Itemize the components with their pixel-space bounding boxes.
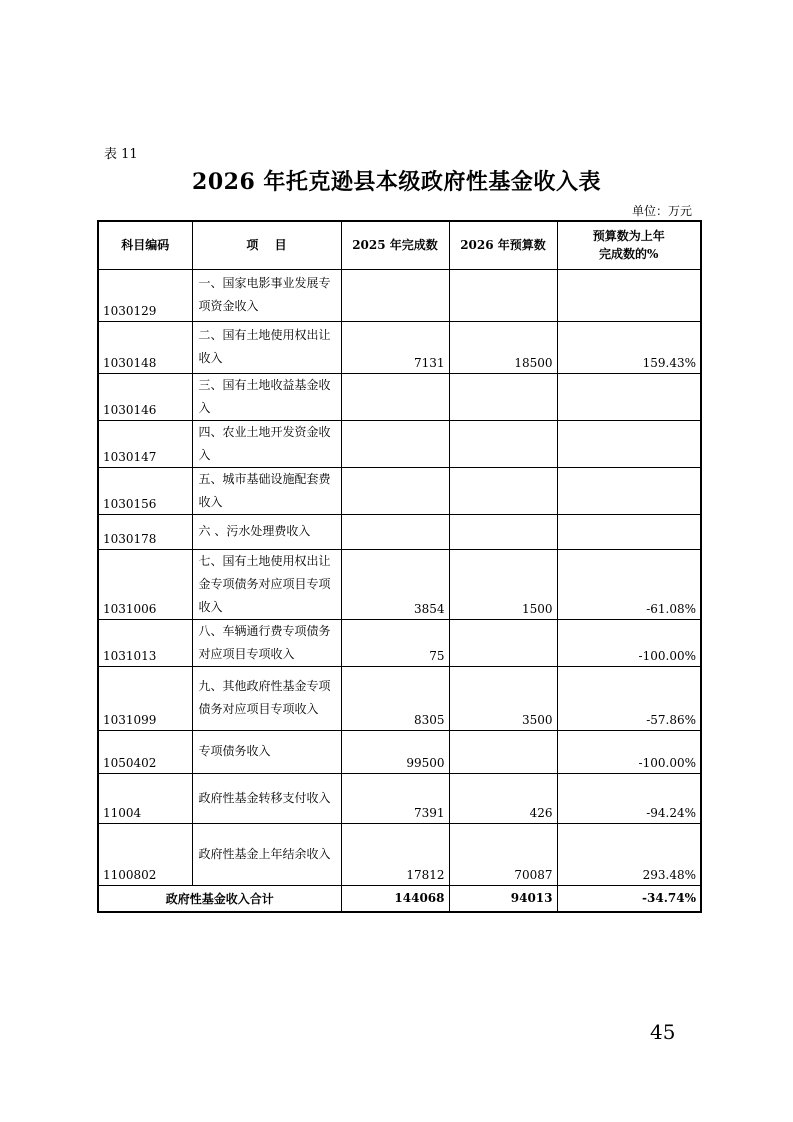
row-done-2025	[341, 467, 449, 514]
row-done-2025	[341, 269, 449, 321]
row-code: 1031006	[98, 549, 192, 619]
row-budget-2026	[449, 269, 557, 321]
row-done-2025: 8305	[341, 666, 449, 730]
row-percent	[557, 269, 701, 321]
row-budget-2026	[449, 373, 557, 420]
row-item-name: 八、车辆通行费专项债务对应项目专项收入	[192, 619, 341, 666]
row-done-2025: 3854	[341, 549, 449, 619]
row-item-name: 二、国有土地使用权出让收入	[192, 321, 341, 373]
table-row	[98, 514, 701, 549]
row-done-2025: 99500	[341, 730, 449, 773]
table-number-label: 表 11	[104, 147, 138, 162]
header-row	[98, 221, 701, 269]
row-budget-2026: 1500	[449, 549, 557, 619]
table-row	[98, 321, 701, 373]
page-number: 45	[650, 1020, 676, 1044]
row-code: 1030148	[98, 321, 192, 373]
row-code: 1030146	[98, 373, 192, 420]
row-percent: -57.86%	[557, 666, 701, 730]
row-done-2025: 7391	[341, 773, 449, 823]
table-row	[98, 666, 701, 730]
row-code: 1031099	[98, 666, 192, 730]
row-done-2025	[341, 514, 449, 549]
row-budget-2026	[449, 730, 557, 773]
row-item-name: 七、国有土地使用权出让金专项债务对应项目专项收入	[192, 549, 341, 619]
table-row	[98, 619, 701, 666]
table-row	[98, 823, 701, 885]
total-label: 政府性基金收入合计	[98, 885, 341, 912]
total-percent: -34.74%	[557, 885, 701, 912]
table-row	[98, 269, 701, 321]
row-done-2025	[341, 373, 449, 420]
row-budget-2026	[449, 619, 557, 666]
total-row	[98, 885, 701, 912]
row-code: 1050402	[98, 730, 192, 773]
row-budget-2026	[449, 420, 557, 467]
total-budget-2026: 94013	[449, 885, 557, 912]
row-budget-2026: 70087	[449, 823, 557, 885]
row-code: 1030147	[98, 420, 192, 467]
row-done-2025: 17812	[341, 823, 449, 885]
header-item: 项 目	[192, 221, 341, 269]
row-code: 11004	[98, 773, 192, 823]
row-item-name: 一、国家电影事业发展专项资金收入	[192, 269, 341, 321]
row-item-name: 六 、污水处理费收入	[192, 514, 341, 549]
row-item-name: 四、农业土地开发资金收入	[192, 420, 341, 467]
row-percent: -94.24%	[557, 773, 701, 823]
header-done-2025: 2025 年完成数	[341, 221, 449, 269]
row-budget-2026	[449, 514, 557, 549]
row-budget-2026: 426	[449, 773, 557, 823]
row-budget-2026	[449, 467, 557, 514]
header-budget-2026: 2026 年预算数	[449, 221, 557, 269]
row-percent: -100.00%	[557, 730, 701, 773]
fund-revenue-table	[97, 220, 702, 913]
row-percent	[557, 514, 701, 549]
unit-label: 单位：万元	[631, 204, 692, 218]
row-item-name: 五、城市基础设施配套费收入	[192, 467, 341, 514]
row-done-2025: 7131	[341, 321, 449, 373]
page-title: 2026 年托克逊县本级政府性基金收入表	[192, 169, 601, 195]
row-percent	[557, 420, 701, 467]
row-code: 1100802	[98, 823, 192, 885]
table-row	[98, 373, 701, 420]
row-budget-2026: 3500	[449, 666, 557, 730]
row-item-name: 九、其他政府性基金专项债务对应项目专项收入	[192, 666, 341, 730]
row-percent	[557, 373, 701, 420]
row-percent: -61.08%	[557, 549, 701, 619]
row-done-2025	[341, 420, 449, 467]
row-item-name: 政府性基金上年结余收入	[192, 823, 341, 885]
row-item-name: 三、国有土地收益基金收入	[192, 373, 341, 420]
total-done-2025: 144068	[341, 885, 449, 912]
header-code: 科目编码	[98, 221, 192, 269]
header-percent-line2: 完成数的%	[599, 247, 659, 262]
table-row	[98, 467, 701, 514]
row-percent	[557, 467, 701, 514]
row-done-2025: 75	[341, 619, 449, 666]
row-item-name: 专项债务收入	[192, 730, 341, 773]
row-code: 1030178	[98, 514, 192, 549]
row-code: 1030156	[98, 467, 192, 514]
table-row	[98, 773, 701, 823]
row-percent: 159.43%	[557, 321, 701, 373]
row-percent: 293.48%	[557, 823, 701, 885]
table-row	[98, 420, 701, 467]
header-percent-line1: 预算数为上年	[592, 229, 665, 244]
row-code: 1030129	[98, 269, 192, 321]
row-item-name: 政府性基金转移支付收入	[192, 773, 341, 823]
row-budget-2026: 18500	[449, 321, 557, 373]
table-row	[98, 730, 701, 773]
table-row	[98, 549, 701, 619]
header-percent	[557, 221, 701, 269]
row-percent: -100.00%	[557, 619, 701, 666]
row-code: 1031013	[98, 619, 192, 666]
